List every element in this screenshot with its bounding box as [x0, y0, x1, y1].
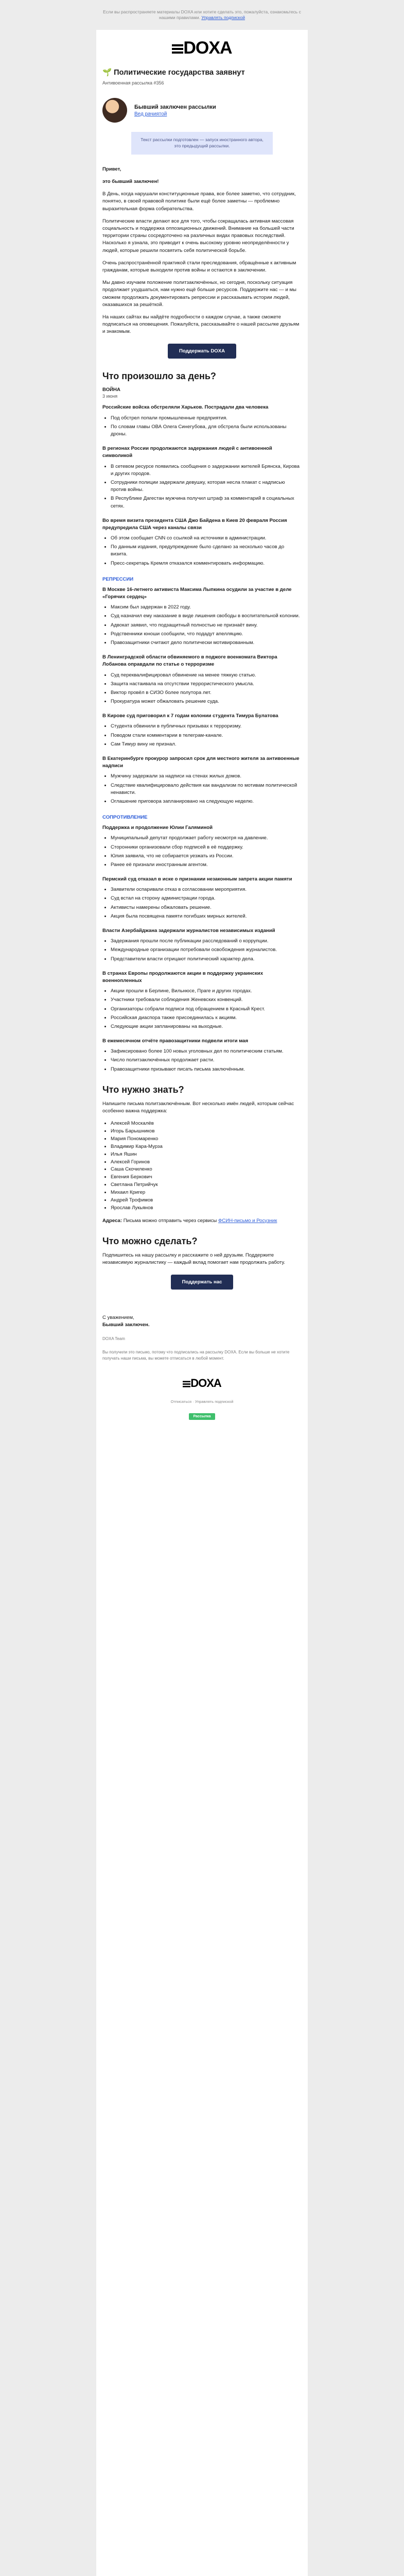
- cta-wrap: [102, 1275, 302, 1290]
- news-item: [102, 713, 302, 748]
- list-item: • Прокуратура может обжаловать решение суда.: [111, 698, 302, 705]
- list-item: • Следствие квалифицировало действия как вандализм по мотивам политической ненависти.: [111, 782, 302, 796]
- action-paragraph: Подпишитесь на нашу рассылку и расскажите о ней друзьям. Поддержите независимую журналистику — каждый вклад помогает нам продолжать работу.: [102, 1252, 286, 1265]
- section-title-events: Что произошло за день?: [102, 371, 216, 382]
- news-lead: Пермский суд отказал в иске о признании незаконным запрета акции памяти: [102, 876, 292, 883]
- footer-logo-bars-icon: [183, 1380, 190, 1388]
- news-lead: В Москве 16-летнего активиста Максима Лыпкина осудили за участие в деле «Горячих сердец»: [102, 586, 292, 600]
- cta-wrap: [102, 344, 302, 359]
- address-text: Письма можно отправить через сервисы: [123, 1217, 217, 1224]
- list-item: • В сетевом ресурсе появились сообщения о задержании жителей Брянска, Кирова и других городов.: [111, 463, 302, 478]
- news-bullets: [111, 415, 302, 438]
- list-item: • Оглашение приговора запланировано на следующую неделю.: [111, 798, 302, 805]
- list-item: • Под обстрел попали промышленные предприятия.: [111, 415, 302, 422]
- news-item: [102, 970, 302, 1030]
- news-bullets: [111, 604, 302, 647]
- news-lead: Поддержка и продолжение Юлии Галяминой: [102, 825, 213, 831]
- intro-paragraph: Очень распространённой практикой стали преследования, обращённые к активным гражданам, которые выходили против войны и остаются в заключении.: [102, 260, 296, 273]
- intro-paragraph: В День, когда нарушали конституционные права, все более заметно, что сотрудник, понятно, в своей правовой политике были ещё более заметны — проблемно выразительная форма собирательства.: [102, 191, 296, 212]
- news-bullets: [111, 773, 302, 805]
- list-item: • Мария Пономаренко: [111, 1136, 302, 1143]
- news-item: [102, 876, 302, 920]
- greeting-line2: это бывший заключен!: [102, 179, 159, 185]
- news-item: [102, 404, 302, 438]
- mailer-badge[interactable]: Рассылка: [189, 1413, 215, 1420]
- footer-disclaimer: Вы получили это письмо, потому что подписались на рассылку DOXA. Если вы больше не хотите получать наши письма, вы можете отписаться в любой момент.: [102, 1350, 290, 1361]
- list-item: • Акции прошли в Берлине, Вильнюсе, Праге и других городах.: [111, 988, 302, 995]
- list-item: • Представители власти отрицают политический характер дела.: [111, 956, 302, 963]
- list-item: • Родственники юноши сообщили, что подадут апелляцию.: [111, 631, 302, 638]
- list-item: • Максим был задержан в 2022 году.: [111, 604, 302, 611]
- news-bullets: [111, 463, 302, 510]
- list-item: • Мужчину задержали за надписи на стенах жилых домов.: [111, 773, 302, 780]
- list-item: • Акция была посвящена памяти погибших мирных жителей.: [111, 913, 302, 920]
- list-item: • Защита настаивала на отсутствии террористического умысла.: [111, 681, 302, 688]
- list-item: • Поводом стали комментарии в телеграм-канале.: [111, 732, 302, 739]
- top-notice: [0, 0, 404, 30]
- intro-paragraph: Мы давно изучаем положение политзаключённых, но сегодня, поскольку ситуация продолжает ухудшаться, нам нужно ещё больше ресурсов. Поддержите нас — и мы сможем продолжать документировать репрессии и рассказывать истории людей, оказавшихся за решёткой.: [102, 280, 296, 308]
- list-item: • Сам Тимур вину не признал.: [111, 741, 302, 748]
- list-item: • Игорь Барышников: [111, 1128, 302, 1136]
- list-item: • Владимир Кара-Мурза: [111, 1143, 302, 1151]
- list-item: • Ярослав Лукьянов: [111, 1205, 302, 1212]
- list-item: • Международные организации потребовали освобождения журналистов.: [111, 946, 302, 954]
- unsubscribe-link[interactable]: Отписаться · Управлять подпиской: [170, 1399, 234, 1404]
- list-item: • Ранее её признали иностранным агентом.: [111, 861, 302, 869]
- list-item: • Юлия заявила, что не собирается уезжать из России.: [111, 853, 302, 860]
- footer: [102, 1302, 302, 1420]
- list-item: • Число политзаключённых продолжает расти.: [111, 1057, 302, 1064]
- list-item: • Саша Скочиленко: [111, 1166, 302, 1174]
- list-item: • Евгения Беркович: [111, 1174, 302, 1181]
- list-item: • Суд встал на сторону администрации города.: [111, 895, 302, 902]
- list-item: • Алексей Москалёв: [111, 1120, 302, 1128]
- news-bullets: [111, 723, 302, 748]
- know-intro: Напишите письма политзаключённым. Вот несколько имён людей, которым сейчас особенно важна поддержка:: [102, 1100, 294, 1114]
- news-bullets: [111, 938, 302, 963]
- issue-number: Антивоенная рассылка #356: [102, 80, 164, 86]
- list-item: • Активисты намерены обжаловать решение.: [111, 904, 302, 911]
- signature-name: Бывший заключен.: [102, 1322, 150, 1328]
- intro-paragraph: На наших сайтах вы найдёте подробности о каждом случае, а также сможете подписаться на оповещения. Пожалуйста, рассказывайте о нашей рассылке друзьям и знакомым.: [102, 314, 300, 335]
- signature: [102, 1314, 302, 1329]
- news-item: [102, 824, 302, 869]
- news-bullets: [111, 672, 302, 706]
- author-avatar: [102, 98, 127, 123]
- section-date: 3 июня: [102, 394, 118, 399]
- greeting: Привет,: [102, 166, 121, 172]
- section-tag-war: ВОЙНА: [102, 387, 120, 393]
- section-tag-resistance: СОПРОТИВЛЕНИЕ: [102, 815, 148, 821]
- section-tag-repressions: РЕПРЕССИИ: [102, 576, 134, 582]
- email-sheet: [96, 30, 308, 2576]
- list-item: • Зафиксировано более 100 новых уголовных дел по политическим статьям.: [111, 1048, 302, 1055]
- news-bullets: [111, 988, 302, 1030]
- top-notice-text: Если вы распространяете материалы DOXA или хотите сделать это, пожалуйста, ознакомьтесь с нашими правилами. Управлять подпиской: [103, 9, 301, 20]
- list-item: • Суд назначил ему наказание в виде лишения свободы в воспитательной колонии.: [111, 613, 302, 620]
- news-lead: В странах Европы продолжаются акции в поддержку украинских военнопленных: [102, 970, 264, 984]
- list-item: • Сторонники организовали сбор подписей в её поддержку.: [111, 844, 302, 851]
- logo-bars-icon: [172, 43, 183, 55]
- news-lead: В Ленинградской области обвиняемого в поджоге военкомата Виктора Лобанова оправдали по статье о терроризме: [102, 654, 277, 668]
- news-bullets: [111, 886, 302, 920]
- list-item: • Алексей Горинов: [111, 1159, 302, 1166]
- editor-note: Текст рассылки подготовлен — запуск иностранного автора, это предыдущий рассылки.: [131, 132, 273, 155]
- author-role-link[interactable]: Вед рачиятой: [134, 111, 167, 117]
- list-item: • Российская диаспора также присоединилась к акциям.: [111, 1014, 302, 1022]
- list-item: • Правозащитники призывают писать письма заключённым.: [111, 1066, 302, 1073]
- address-label: Адреса:: [102, 1217, 122, 1224]
- news-lead: Власти Азербайджана задержали журналистов независимых изданий: [102, 928, 275, 934]
- news-lead: В ежемесячном отчёте правозащитники подвели итоги мая: [102, 1038, 249, 1044]
- header-logo-wrap: [102, 30, 302, 66]
- footer-logo[interactable]: [102, 1377, 302, 1390]
- list-item: • Студента обвинили в публичных призывах к терроризму.: [111, 723, 302, 730]
- news-bullets: [111, 535, 302, 567]
- news-lead: Российские войска обстреляли Харьков. Пострадали два человека: [102, 404, 269, 411]
- newsletter-title: 🌱 Политические государства заявнут: [102, 69, 245, 77]
- list-item: • Правозащитники считают дело политически мотивированным.: [111, 639, 302, 647]
- headline: [102, 66, 302, 93]
- footer-logo-text: DOXA: [183, 1377, 221, 1390]
- section-title-know: Что нужно знать?: [102, 1084, 184, 1095]
- news-lead: В регионах России продолжаются задержания людей с антивоенной символикой: [102, 446, 272, 459]
- list-item: • В Республике Дагестан мужчина получил штраф за комментарий в социальных сетях.: [111, 495, 302, 510]
- list-item: • Участники требовали соблюдения Женевских конвенций.: [111, 996, 302, 1004]
- list-item: • Суд переквалифицировал обвинение на менее тяжкую статью.: [111, 672, 302, 679]
- list-item: • Виктор провёл в СИЗО более полутора лет.: [111, 689, 302, 697]
- news-lead: В Екатеринбурге прокурор запросил срок для местного жителя за антивоенные надписи: [102, 756, 300, 769]
- logo-text: DOXA: [172, 38, 232, 58]
- news-lead: Во время визита президента США Джо Байдена в Киев 20 февраля Россия предупредила США через каналы связи: [102, 517, 287, 531]
- list-item: • По данным издания, предупреждение было сделано за несколько часов до визита.: [111, 544, 302, 558]
- list-item: • Андрей Трофимов: [111, 1197, 302, 1205]
- doxa-logo[interactable]: [172, 38, 232, 58]
- address-line: [102, 1217, 302, 1225]
- news-item: [102, 927, 302, 963]
- list-item: • Михаил Кригер: [111, 1189, 302, 1197]
- news-item: [102, 654, 302, 705]
- list-item: • Заявители оспаривали отказ в согласовании мероприятия.: [111, 886, 302, 893]
- manage-subscription-link[interactable]: Управлять подпиской: [201, 15, 245, 20]
- list-item: • Следующие акции запланированы на выходные.: [111, 1023, 302, 1030]
- author-block: [102, 93, 302, 132]
- list-item: • Адвокат заявил, что подзащитный полностью не признаёт вину.: [111, 622, 302, 629]
- news-item: [102, 445, 302, 510]
- prisoner-names-list: [111, 1120, 302, 1212]
- news-item: [102, 755, 302, 805]
- author-name: Бывший заключен рассылки: [134, 104, 216, 110]
- list-item: • Муниципальный депутат продолжает работу несмотря на давление.: [111, 835, 302, 842]
- list-item: • Светлана Петрийчук: [111, 1181, 302, 1189]
- letter-services-link[interactable]: ФСИН-письмо и Росузник: [218, 1217, 277, 1224]
- news-bullets: [111, 835, 302, 869]
- news-bullets: [111, 1048, 302, 1073]
- list-item: • По словам главы ОВА Олега Синегубова, для обстрела были использованы дроны.: [111, 423, 302, 438]
- list-item: • Об этом сообщает CNN со ссылкой на источники в администрации.: [111, 535, 302, 542]
- support-button[interactable]: Поддержать DOXA: [168, 344, 236, 359]
- news-lead: В Кирове суд приговорил к 7 годам колонии студента Тимура Булатова: [102, 713, 278, 719]
- list-item: • Илья Яшин: [111, 1151, 302, 1159]
- list-item: • Организаторы собрали подписи под обращением в Красный Крест.: [111, 1006, 302, 1013]
- intro-paragraph: Политические власти делают все для того, чтобы сокращалась активная массовая социальность и поддержка оппозиционных движений. Внимание на большей части территории страны сосредоточено на различных видах правовых последствий. Насколько я узнала, это приводит к очень высокому уровню неопределённости у людей, которые решили посвятить себя политической борьбе.: [102, 218, 294, 253]
- signature-line: С уважением,: [102, 1315, 134, 1321]
- news-item: [102, 1038, 302, 1073]
- list-item: • Задержания прошли после публикации расследований о коррупции.: [111, 938, 302, 945]
- news-item: [102, 586, 302, 647]
- list-item: • Пресс-секретарь Кремля отказался комментировать информацию.: [111, 560, 302, 567]
- list-item: • Сотрудники полиции задержали девушку, которая несла плакат с надписью против войны.: [111, 479, 302, 494]
- team-name: DOXA Team: [102, 1336, 125, 1342]
- news-item: [102, 517, 302, 567]
- section-title-action: Что можно сделать?: [102, 1235, 198, 1246]
- support-us-button[interactable]: Поддержать нас: [171, 1275, 234, 1290]
- badge-row: [102, 1413, 302, 1420]
